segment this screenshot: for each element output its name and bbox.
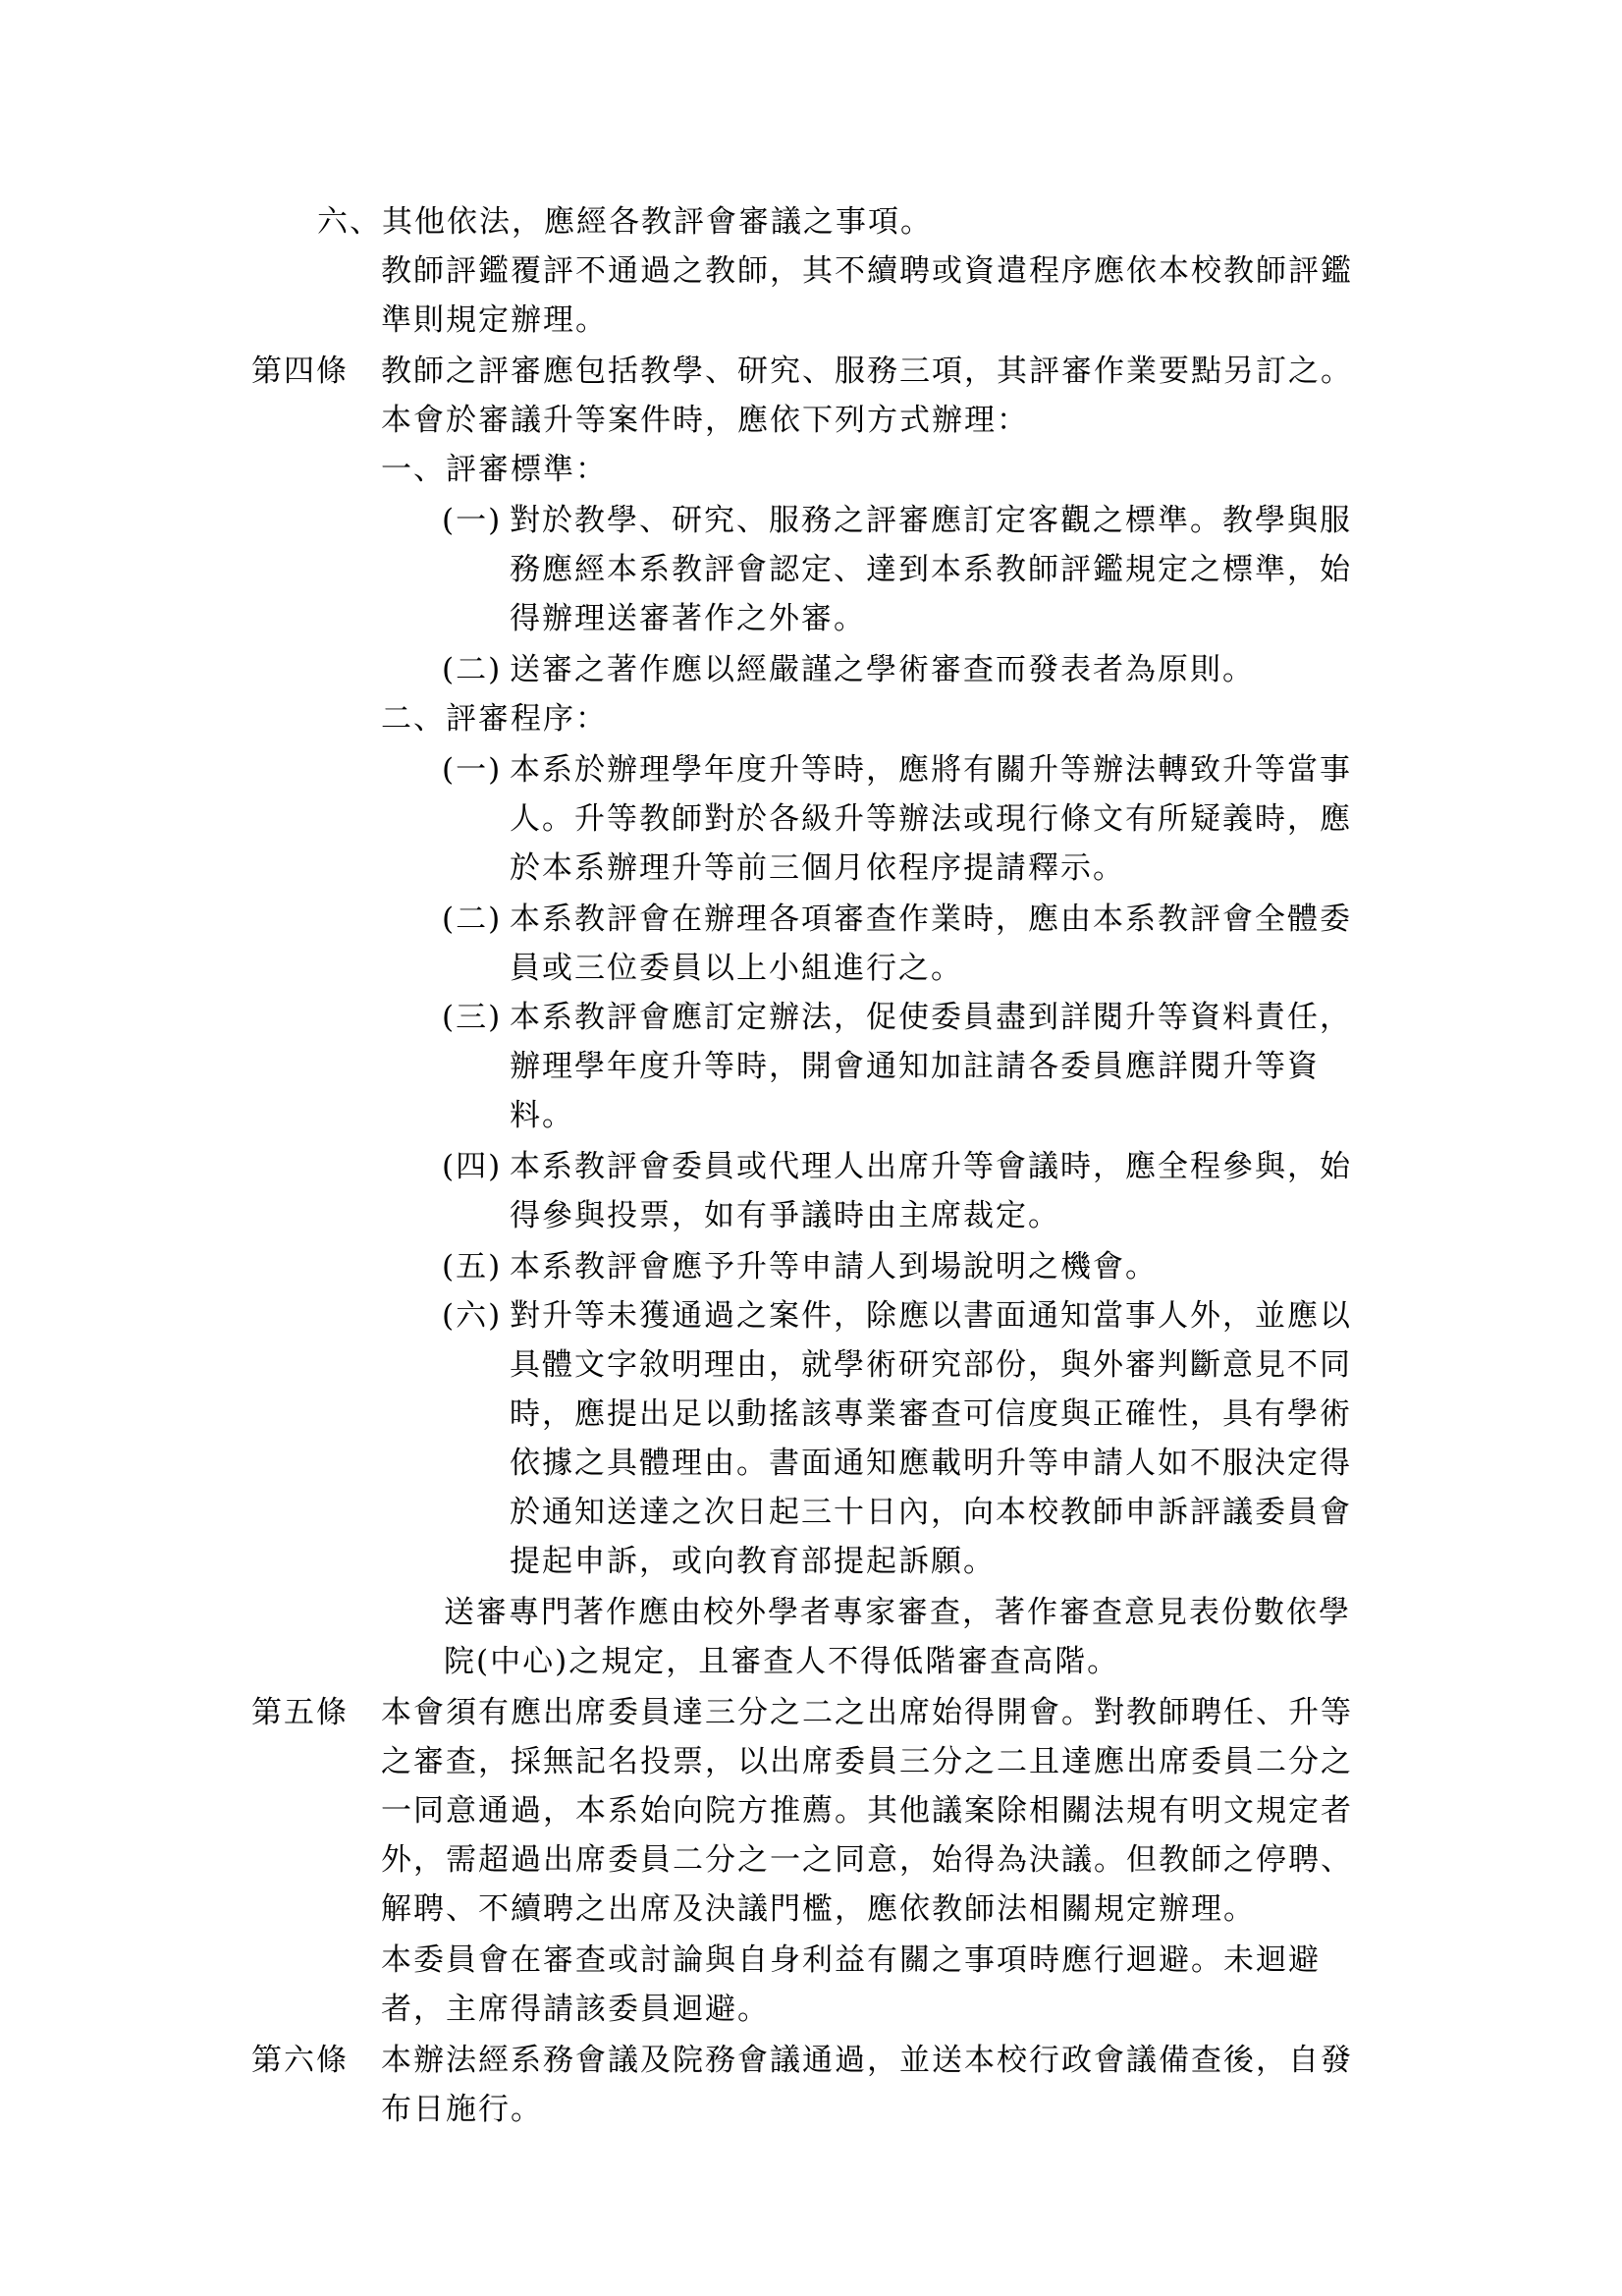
item-line: 本系教評會在辦理各項審查作業時，應由本系教評會全體委 xyxy=(510,902,1352,937)
item-line: 得辦理送審著作之外審。 xyxy=(510,601,866,636)
item-line: 辦理學年度升等時，開會通知加註請各委員應詳閱升等資 xyxy=(510,1049,1320,1084)
item-line: 人。升等教師對於各級升等辦法或現行條文有所疑義時，應 xyxy=(510,801,1352,837)
item-number: (五) xyxy=(442,1249,503,1285)
section2-closing-line: 院(中心)之規定，且審查人不得低階審查高階。 xyxy=(444,1644,1120,1679)
article5-line: 解聘、不續聘之出席及決議門檻，應依教師法相關規定辦理。 xyxy=(381,1891,1256,1927)
item-line: 對升等未獲通過之案件，除應以書面通知當事人外，並應以 xyxy=(510,1298,1352,1334)
article3-item6: 六、其他依法，應經各教評會審議之事項。 xyxy=(317,204,933,240)
article5-line: 外，需超過出席委員二分之一之同意，始得為決議。但教師之停聘、 xyxy=(381,1842,1353,1878)
article5-line: 之審查，採無記名投票，以出席委員三分之二且達應出席委員二分之 xyxy=(381,1744,1353,1779)
article5-line: 本委員會在審查或討論與自身利益有關之事項時應行迴避。未迴避 xyxy=(381,1942,1321,1978)
item-line: 料。 xyxy=(510,1098,574,1133)
item-number: (六) xyxy=(442,1298,503,1334)
article4-label: 第四條 xyxy=(251,354,349,389)
article3-para-line: 教師評鑑覆評不通過之教師，其不續聘或資遣程序應依本校教師評鑑 xyxy=(381,253,1353,289)
item-number: (一) xyxy=(442,503,503,538)
article4-line: 本會於審議升等案件時，應依下列方式辦理： xyxy=(381,403,1029,438)
article5-line: 本會須有應出席委員達三分之二之出席始得開會。對教師聘任、升等 xyxy=(381,1695,1353,1730)
article6-label: 第六條 xyxy=(251,2043,349,2078)
article3-para-line: 準則規定辦理。 xyxy=(381,302,608,338)
item-line: 對於教學、研究、服務之評審應訂定客觀之標準。教學與服 xyxy=(510,503,1352,538)
section1-heading: 一、評審標準： xyxy=(381,452,608,487)
article5-line: 一同意通過，本系始向院方推薦。其他議案除相關法規有明文規定者 xyxy=(381,1793,1353,1829)
item-number: (四) xyxy=(442,1149,503,1184)
item-line: 員或三位委員以上小組進行之。 xyxy=(510,951,963,986)
item-line: 於通知送達之次日起三十日內，向本校教師申訴評議委員會 xyxy=(510,1495,1352,1530)
item-line: 於本系辦理升等前三個月依程序提請釋示。 xyxy=(510,850,1125,886)
item-line: 具體文字敘明理由，就學術研究部份，與外審判斷意見不同 xyxy=(510,1347,1352,1383)
section2-closing-line: 送審專門著作應由校外學者專家審查，著作審查意見表份數依學 xyxy=(444,1595,1351,1630)
item-number: (三) xyxy=(442,1000,503,1035)
item-line: 送審之著作應以經嚴謹之學術審查而發表者為原則。 xyxy=(510,652,1255,687)
item-line: 提起申訴，或向教育部提起訴願。 xyxy=(510,1544,996,1579)
item-line: 本系教評會應訂定辦法，促使委員盡到詳閱升等資料責任， xyxy=(510,1000,1352,1035)
article5-label: 第五條 xyxy=(251,1695,349,1730)
item-line: 務應經本系教評會認定、達到本系教師評鑑規定之標準，始 xyxy=(510,552,1352,587)
item-number: (二) xyxy=(442,902,503,937)
section2-heading: 二、評審程序： xyxy=(381,701,608,737)
article6-line: 布日施行。 xyxy=(381,2092,543,2127)
item-number: (一) xyxy=(442,752,503,788)
article4-line: 教師之評審應包括教學、研究、服務三項，其評審作業要點另訂之。 xyxy=(381,354,1353,389)
item-line: 本系教評會委員或代理人出席升等會議時，應全程參與，始 xyxy=(510,1149,1352,1184)
item-line: 依據之具體理由。書面通知應載明升等申請人如不服決定得 xyxy=(510,1446,1352,1481)
item-line: 本系教評會應予升等申請人到場說明之機會。 xyxy=(510,1249,1158,1285)
item-line: 時，應提出足以動搖該專業審查可信度與正確性，具有學術 xyxy=(510,1396,1352,1432)
item-line: 本系於辦理學年度升等時，應將有關升等辦法轉致升等當事 xyxy=(510,752,1352,788)
item-number: (二) xyxy=(442,652,503,687)
article5-line: 者，主席得請該委員迴避。 xyxy=(381,1992,770,2027)
article6-line: 本辦法經系務會議及院務會議通過，並送本校行政會議備查後，自發 xyxy=(381,2043,1353,2078)
item-line: 得參與投票，如有爭議時由主席裁定。 xyxy=(510,1198,1060,1233)
